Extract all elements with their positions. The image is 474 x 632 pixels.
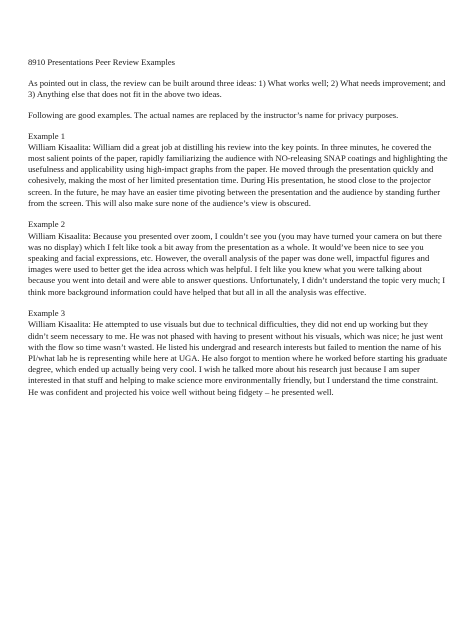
example-body: William Kisaalita: William did a great job at distilling his review into the key points. In three minutes, he covered the most salient points of the paper, rapidly familiarizing the audience with NO-releasing SNAP coatings and highlighting the usefulness and applicability using high-impact graphs from the paper. He moved through the presentation quickly and cohesively, making the most of her limited presentation time. During His presentation, he stood close to the projector screen. In the future, he may have an easier time pivoting between the presentation and the audience by standing further from the screen. This will also make sure none of the audience’s view is obscured. bbox=[28, 141, 448, 208]
example-body: William Kisaalita: Because you presented over zoom, I couldn’t see you (you may have turned your camera on but there was no display) which I felt like took a bit away from the presentation as a whole. It would’ve been nice to see you speaking and facial expressions, etc. However, the overall analysis of the paper was done well, impactful figures and images were used to better get the idea across which was helpful. I felt like you knew what you were talking about because you went into detail and were able to answer questions. Unfortunately, I didn’t understand the topic very much; I think more background information could have helped that but all in all the analysis was effective. bbox=[28, 230, 446, 297]
example-body: William Kisaalita: He attempted to use visuals but due to technical difficulties, they did not end up working but they didn’t seem necessary to me. He was not phased with having to present without his visuals, which was nice; he just went with the flow so time wasn’t wasted. He listed his undergrad and research interests but failed to mention the name of his PI/what lab he is representing while here at UGA. He also forgot to mention where he worked before starting his graduate degree, which ended up actually being very cool. I wish he talked more about his research just because I am super interested in that stuff and helping to make science more environmentally friendly, but I understand the time constraint. He was confident and projected his voice well without being fidgety – he presented well. bbox=[28, 319, 448, 397]
example-heading: Example 1 bbox=[28, 130, 65, 141]
document-title: 8910 Presentations Peer Review Examples bbox=[28, 57, 176, 67]
intro-paragraph: As pointed out in class, the review can be built around three ideas: 1) What works well; 2) What needs improvement; and 3) Anything else that does not fit in the above two ideas. bbox=[28, 77, 446, 99]
example-section bbox=[28, 219, 448, 297]
example-heading: Example 2 bbox=[28, 219, 65, 230]
example-heading: Example 3 bbox=[28, 308, 65, 319]
example-section bbox=[28, 131, 448, 209]
example-section bbox=[28, 308, 448, 398]
document-body bbox=[28, 57, 448, 408]
note-paragraph: Following are good examples. The actual names are replaced by the instructor’s name for privacy purposes. bbox=[28, 109, 399, 120]
